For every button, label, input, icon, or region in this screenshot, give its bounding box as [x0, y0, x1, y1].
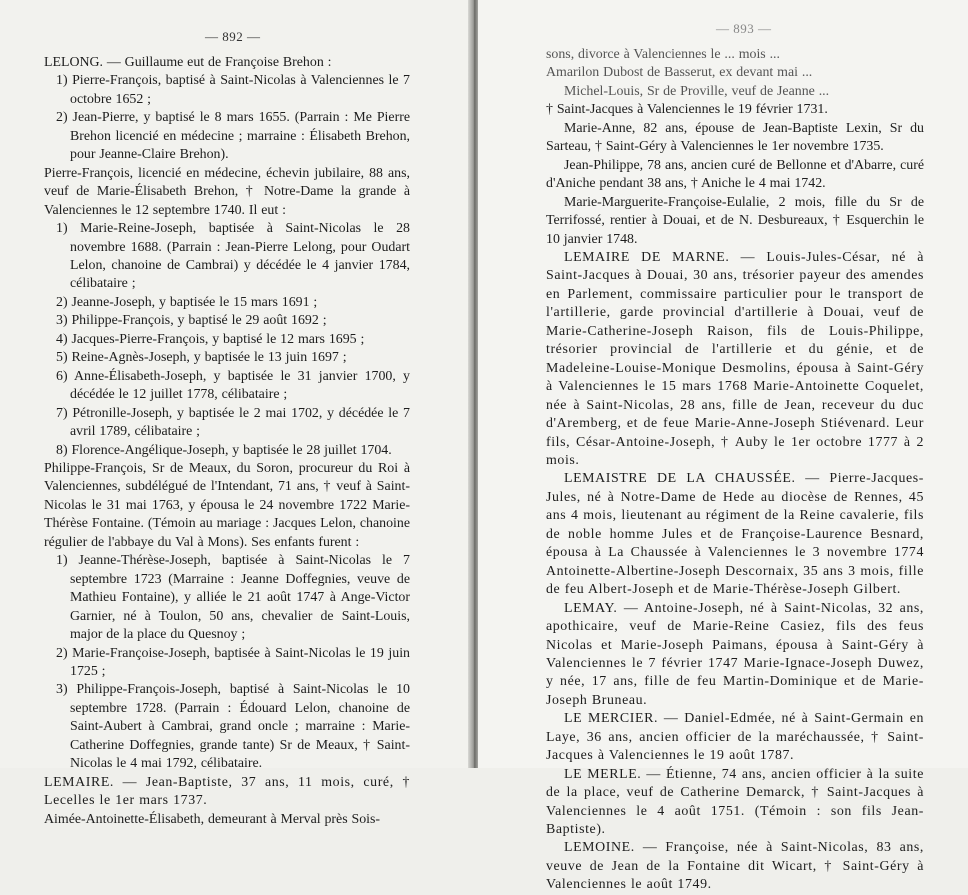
- paragraph: LEMAIRE DE MARNE. — Louis-Jules-César, né à Saint-Jacques à Douai, 30 ans, trésorier payeur des amendes en Parlement, commissaire particulier pour le transport de l'artillerie, garde provincial d'artillerie à Douai, veuf de Marie-Catherine-Joseph Raison, fils de Louis-Philippe, trésorier provincial de l'artillerie et du génie, et de Madeleine-Louise-Monique Desmolins, épousa à Saint-Géry à Valenciennes le 15 mars 1768 Marie-Antoinette Coquelet, née à Saint-Nicolas, 28 ans, fille de Jean, receveur du duc d'Aremberg, et de feue Marie-Anne-Joseph Stiévenard. Leur fils, César-Antoine-Joseph, † Auby le 1er octobre 1777 à 2 mois.: [546, 249, 924, 468]
- paragraph: LE MERCIER. — Daniel-Edmée, né à Saint-Germain en Laye, 36 ans, ancien officier de la maréchaussée, † Saint-Jacques à Valenciennes le 19 août 1787.: [546, 711, 924, 764]
- paragraph: 7) Pétronille-Joseph, y baptisée le 2 mai 1702, y décédée le 7 avril 1789, célibataire ;: [56, 405, 410, 440]
- paragraph: Philippe-François, Sr de Meaux, du Soron, procureur du Roi à Valenciennes, subdélégué de l'Intendant, 71 ans, † veuf à Saint-Nicolas le 31 mai 1763, y épousa le 24 novembre 1722 Marie-Thérèse Fontaine. (Témoin au mariage : Jacques Lelon, chanoine régulier de l'abbaye du Val à Mons). Ses enfants furent :: [44, 460, 410, 550]
- paragraph: Michel-Louis, Sr de Proville, veuf de Jeanne ...: [564, 83, 830, 99]
- paragraph: LEMAIRE. — Jean-Baptiste, 37 ans, 11 mois, curé, † Lecelles le 1er mars 1737.: [44, 774, 410, 809]
- paragraph: sons, divorce à Valenciennes le ... mois ...: [546, 47, 781, 62]
- paragraph: 4) Jacques-Pierre-François, y baptisé le 12 mars 1695 ;: [56, 331, 365, 347]
- paragraph: LELONG. — Guillaume eut de Françoise Brehon :: [44, 55, 332, 70]
- paragraph: Marie-Anne, 82 ans, épouse de Jean-Baptiste Lexin, Sr du Sarteau, † Saint-Géry à Valenciennes le 1er novembre 1735.: [546, 120, 924, 155]
- paragraph: 2) Jeanne-Joseph, y baptisée le 15 mars 1691 ;: [56, 294, 318, 310]
- page-text: [44, 54, 410, 829]
- paragraph: 3) Philippe-François, y baptisé le 29 août 1692 ;: [56, 313, 327, 329]
- paragraph: 6) Anne-Élisabeth-Joseph, y baptisée le 31 janvier 1700, y décédée le 12 juillet 1778, célibataire ;: [56, 368, 410, 403]
- paragraph: 5) Reine-Agnès-Joseph, y baptisée le 13 juin 1697 ;: [56, 350, 347, 366]
- paragraph: LEMOINE. — Françoise, née à Saint-Nicolas, 83 ans, veuve de Jean de la Fontaine dit Wicart, † Saint-Géry à Valenciennes le août 1749.: [546, 840, 924, 893]
- paragraph: Marie-Marguerite-Françoise-Eulalie, 2 mois, fille du Sr de Terrifossé, rentier à Douai, et de N. Desbureaux, † Esquerchin le 10 janvier 1748.: [546, 194, 924, 247]
- paragraph: 3) Philippe-François-Joseph, baptisé à Saint-Nicolas le 10 septembre 1728. (Parrain : Édouard Lelon, chanoine de Saint-Aubert à Cambrai, grand oncle ; marraine : Marie-Catherine Doffegnies, grande tante) Sr de Meaux, † Saint-Nicolas le 4 mai 1792, célibataire.: [56, 682, 410, 772]
- page-text: [546, 46, 924, 895]
- left-page: [0, 0, 470, 827]
- paragraph: Amarilon Dubost de Basserut, ex devant mai ...: [546, 65, 813, 81]
- paragraph: LEMAISTRE DE LA CHAUSSÉE. — Pierre-Jacques-Jules, né à Notre-Dame de Hede au diocèse de Rennes, 45 ans 4 mois, lieutenant au régiment de la Reine cavalerie, fils de noble homme Jules et de Françoise-Laurence Besnard, épousa à La Chaussée à Valenciennes le 3 novembre 1774 Antoinette-Albertine-Joseph Descornaix, 35 ans 3 mois, fille de feu Albert-Joseph et de Marie-Thérèse-Joseph Gilbert.: [546, 471, 924, 598]
- page-number: — 892 —: [205, 29, 261, 44]
- paragraph: LEMAY. — Antoine-Joseph, né à Saint-Nicolas, 32 ans, apothicaire, veuf de Marie-Reine Casiez, fils des feus Nicolas et Marie-Joseph Paimans, épousa à Saint-Géry à Valenciennes le 7 février 1747 Marie-Ignace-Joseph Duwez, y née, 17 ans, fille de feu Martin-Dominique et de Marie-Joseph Bruneau.: [546, 600, 924, 708]
- page-number: — 893 —: [716, 21, 772, 36]
- paragraph: 2) Marie-Françoise-Joseph, baptisée à Saint-Nicolas le 19 juin 1725 ;: [56, 645, 410, 679]
- paragraph: 2) Jean-Pierre, y baptisé le 8 mars 1655. (Parrain : Me Pierre Brehon licencié en médecine ; marraine : Élisabeth Brehon, pour Jeanne-Claire Brehon).: [56, 110, 410, 163]
- paragraph: LE MERLE. — Étienne, 74 ans, ancien officier à la suite de la place, veuf de Catherine Demarck, † Saint-Jacques à Valenciennes le 4 août 1751. (Témoin : son fils Jean-Baptiste).: [546, 766, 924, 838]
- paragraph: 1) Marie-Reine-Joseph, baptisée à Saint-Nicolas le 28 novembre 1688. (Parrain : Jean-Pierre Lelong, pour Oudart Lelon, chanoine de Cambrai) y décédée le 4 janvier 1784, célibataire ;: [56, 221, 410, 292]
- paragraph: 1) Pierre-François, baptisé à Saint-Nicolas à Valenciennes le 7 octobre 1652 ;: [56, 73, 410, 107]
- paragraph: † Saint-Jacques à Valenciennes le 19 février 1731.: [546, 102, 828, 118]
- paragraph: Pierre-François, licencié en médecine, échevin jubilaire, 88 ans, veuf de Marie-Élisabeth Brehon, † Notre-Dame la grande à Valenciennes le 12 septembre 1740. Il eut :: [44, 165, 410, 218]
- paragraph: 8) Florence-Angélique-Joseph, y baptisée le 28 juillet 1704.: [56, 442, 392, 458]
- right-page: [478, 0, 968, 893]
- paragraph: Jean-Philippe, 78 ans, ancien curé de Bellonne et d'Abarre, curé d'Aniche pendant 38 ans, † Aniche le 4 mai 1742.: [546, 157, 924, 192]
- paragraph: Aimée-Antoinette-Élisabeth, demeurant à Merval près Sois-: [44, 811, 381, 827]
- paragraph: 1) Jeanne-Thérèse-Joseph, baptisée à Saint-Nicolas le 7 septembre 1723 (Marraine : Jeanne Doffegnies, veuve de Mathieu Fontaine), y alliée le 21 août 1747 à Ange-Victor Garnier, né à Toulon, 50 ans, chevalier de Saint-Louis, major de la place du Quesnoy ;: [56, 553, 410, 643]
